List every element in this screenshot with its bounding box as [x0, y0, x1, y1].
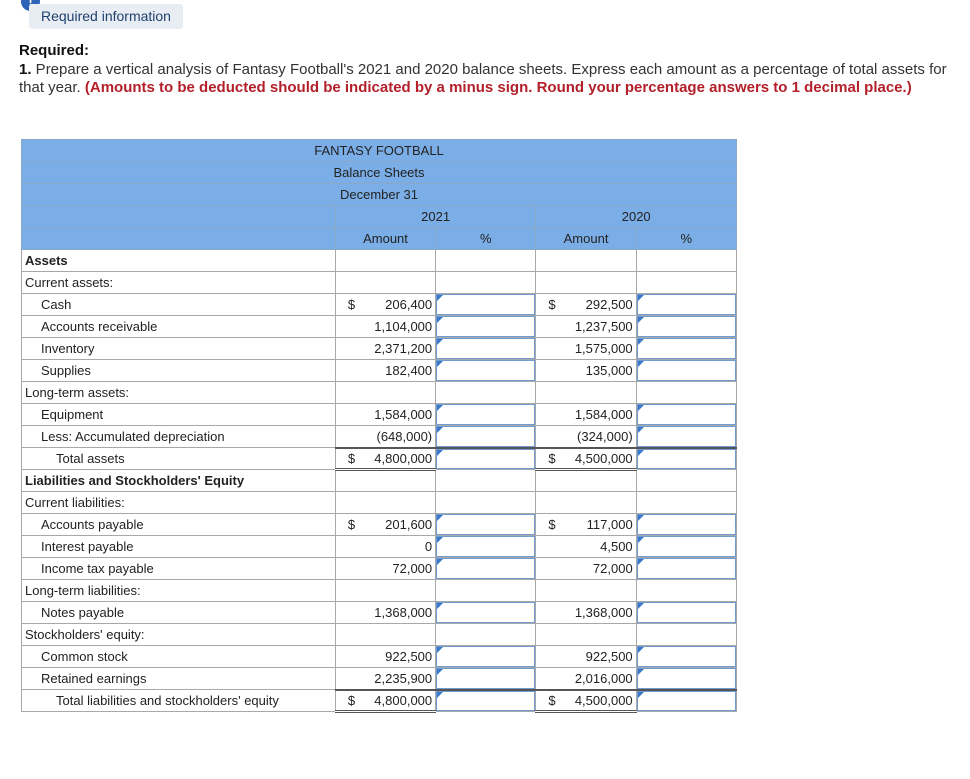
required-heading: Required:: [19, 42, 90, 59]
pct-input-2020[interactable]: [636, 316, 736, 338]
row-label: Equipment: [22, 404, 336, 426]
amount-2021: $ 201,600: [335, 514, 435, 536]
amount-2021: (648,000): [335, 426, 435, 448]
pct-input-2021[interactable]: [436, 338, 536, 360]
pct-input-2021[interactable]: [436, 360, 536, 382]
amount-2020: $ 117,000: [536, 514, 636, 536]
pct-input-2020[interactable]: [636, 536, 736, 558]
amount-2021: 72,000: [335, 558, 435, 580]
row-label: Cash: [22, 294, 336, 316]
stockholders-equity-heading: Stockholders' equity:: [22, 624, 336, 646]
pct-input-2020[interactable]: [636, 646, 736, 668]
instruction-text: Prepare a vertical analysis of Fantasy Football's 2021 and 2020 balance sheets. Express each amount as a percentage of total assets for that year.: [19, 61, 947, 96]
row-total-liabilities-equity: [22, 690, 737, 712]
row-label: Total assets: [22, 448, 336, 470]
row-total-assets: [22, 448, 737, 470]
row-label: Retained earnings: [22, 668, 336, 690]
amount-2020: 1,584,000: [536, 404, 636, 426]
row-inventory: [22, 338, 737, 360]
amount-2020: 135,000: [536, 360, 636, 382]
row-retained-earnings: [22, 668, 737, 690]
pct-header-2021: %: [436, 228, 536, 250]
row-label: Interest payable: [22, 536, 336, 558]
statement-name: Balance Sheets: [22, 162, 737, 184]
pct-input-2021[interactable]: [436, 536, 536, 558]
row-equipment: [22, 404, 737, 426]
amount-2021: 922,500: [335, 646, 435, 668]
amount-2021: 1,104,000: [335, 316, 435, 338]
row-supplies: [22, 360, 737, 382]
pct-input-2020[interactable]: [636, 602, 736, 624]
pct-input-2021[interactable]: [436, 448, 536, 470]
pct-input-2021[interactable]: [436, 514, 536, 536]
company-name: FANTASY FOOTBALL: [22, 140, 737, 162]
amount-2020: 72,000: [536, 558, 636, 580]
instructions: [19, 61, 949, 97]
amount-2021: $ 4,800,000: [335, 690, 435, 712]
row-label: Total liabilities and stockholders' equity: [22, 690, 336, 712]
pct-header-2020: %: [636, 228, 736, 250]
amount-header-2021: Amount: [335, 228, 435, 250]
row-label: Notes payable: [22, 602, 336, 624]
amount-2020: 1,237,500: [536, 316, 636, 338]
amount-2020: (324,000): [536, 426, 636, 448]
row-common-stock: [22, 646, 737, 668]
amount-2020: 2,016,000: [536, 668, 636, 690]
long-term-assets-heading: Long-term assets:: [22, 382, 336, 404]
row-label: Accounts receivable: [22, 316, 336, 338]
balance-sheet-table: [21, 139, 737, 713]
row-label: Less: Accumulated depreciation: [22, 426, 336, 448]
row-label: Supplies: [22, 360, 336, 382]
pct-input-2020[interactable]: [636, 294, 736, 316]
required-information-tab[interactable]: Required information: [29, 4, 183, 29]
amount-2020: 1,575,000: [536, 338, 636, 360]
amount-2021: 182,400: [335, 360, 435, 382]
pct-input-2020[interactable]: [636, 668, 736, 690]
amount-2020: $ 4,500,000: [536, 690, 636, 712]
row-label: Income tax payable: [22, 558, 336, 580]
year-2020-header: 2020: [536, 206, 737, 228]
amount-2020: 4,500: [536, 536, 636, 558]
instruction-number: 1.: [19, 61, 32, 78]
amount-2021: 2,371,200: [335, 338, 435, 360]
row-accounts-receivable: [22, 316, 737, 338]
section-liabilities-equity: Liabilities and Stockholders' Equity: [22, 470, 336, 492]
pct-input-2020[interactable]: [636, 426, 736, 448]
instruction-note: (Amounts to be deducted should be indicated by a minus sign. Round your percentage answers to 1 decimal place.): [84, 79, 912, 96]
row-notes-payable: [22, 602, 737, 624]
pct-input-2021[interactable]: [436, 558, 536, 580]
amount-2021: 0: [335, 536, 435, 558]
amount-2021: 1,584,000: [335, 404, 435, 426]
row-label: Inventory: [22, 338, 336, 360]
pct-input-2021[interactable]: [436, 426, 536, 448]
amount-2020: 922,500: [536, 646, 636, 668]
pct-input-2020[interactable]: [636, 404, 736, 426]
pct-input-2020[interactable]: [636, 690, 736, 712]
pct-input-2021[interactable]: [436, 316, 536, 338]
pct-input-2020[interactable]: [636, 338, 736, 360]
pct-input-2021[interactable]: [436, 668, 536, 690]
amount-2021: $ 4,800,000: [335, 448, 435, 470]
row-income-tax-payable: [22, 558, 737, 580]
amount-header-2020: Amount: [536, 228, 636, 250]
row-accounts-payable: [22, 514, 737, 536]
pct-input-2021[interactable]: [436, 690, 536, 712]
pct-input-2020[interactable]: [636, 448, 736, 470]
amount-2021: $ 206,400: [335, 294, 435, 316]
pct-input-2021[interactable]: [436, 602, 536, 624]
row-accumulated-depreciation: [22, 426, 737, 448]
amount-2021: 2,235,900: [335, 668, 435, 690]
year-2021-header: 2021: [335, 206, 536, 228]
current-liabilities-heading: Current liabilities:: [22, 492, 336, 514]
amount-2020: 1,368,000: [536, 602, 636, 624]
amount-2021: 1,368,000: [335, 602, 435, 624]
pct-input-2020[interactable]: [636, 558, 736, 580]
row-label: Common stock: [22, 646, 336, 668]
pct-input-2021[interactable]: [436, 646, 536, 668]
pct-input-2021[interactable]: [436, 294, 536, 316]
long-term-liabilities-heading: Long-term liabilities:: [22, 580, 336, 602]
pct-input-2020[interactable]: [636, 360, 736, 382]
statement-date: December 31: [22, 184, 737, 206]
current-assets-heading: Current assets:: [22, 272, 336, 294]
row-cash: [22, 294, 737, 316]
pct-input-2021[interactable]: [436, 404, 536, 426]
row-label: Accounts payable: [22, 514, 336, 536]
amount-2020: $ 292,500: [536, 294, 636, 316]
section-assets: Assets: [22, 250, 336, 272]
pct-input-2020[interactable]: [636, 514, 736, 536]
row-interest-payable: [22, 536, 737, 558]
amount-2020: $ 4,500,000: [536, 448, 636, 470]
